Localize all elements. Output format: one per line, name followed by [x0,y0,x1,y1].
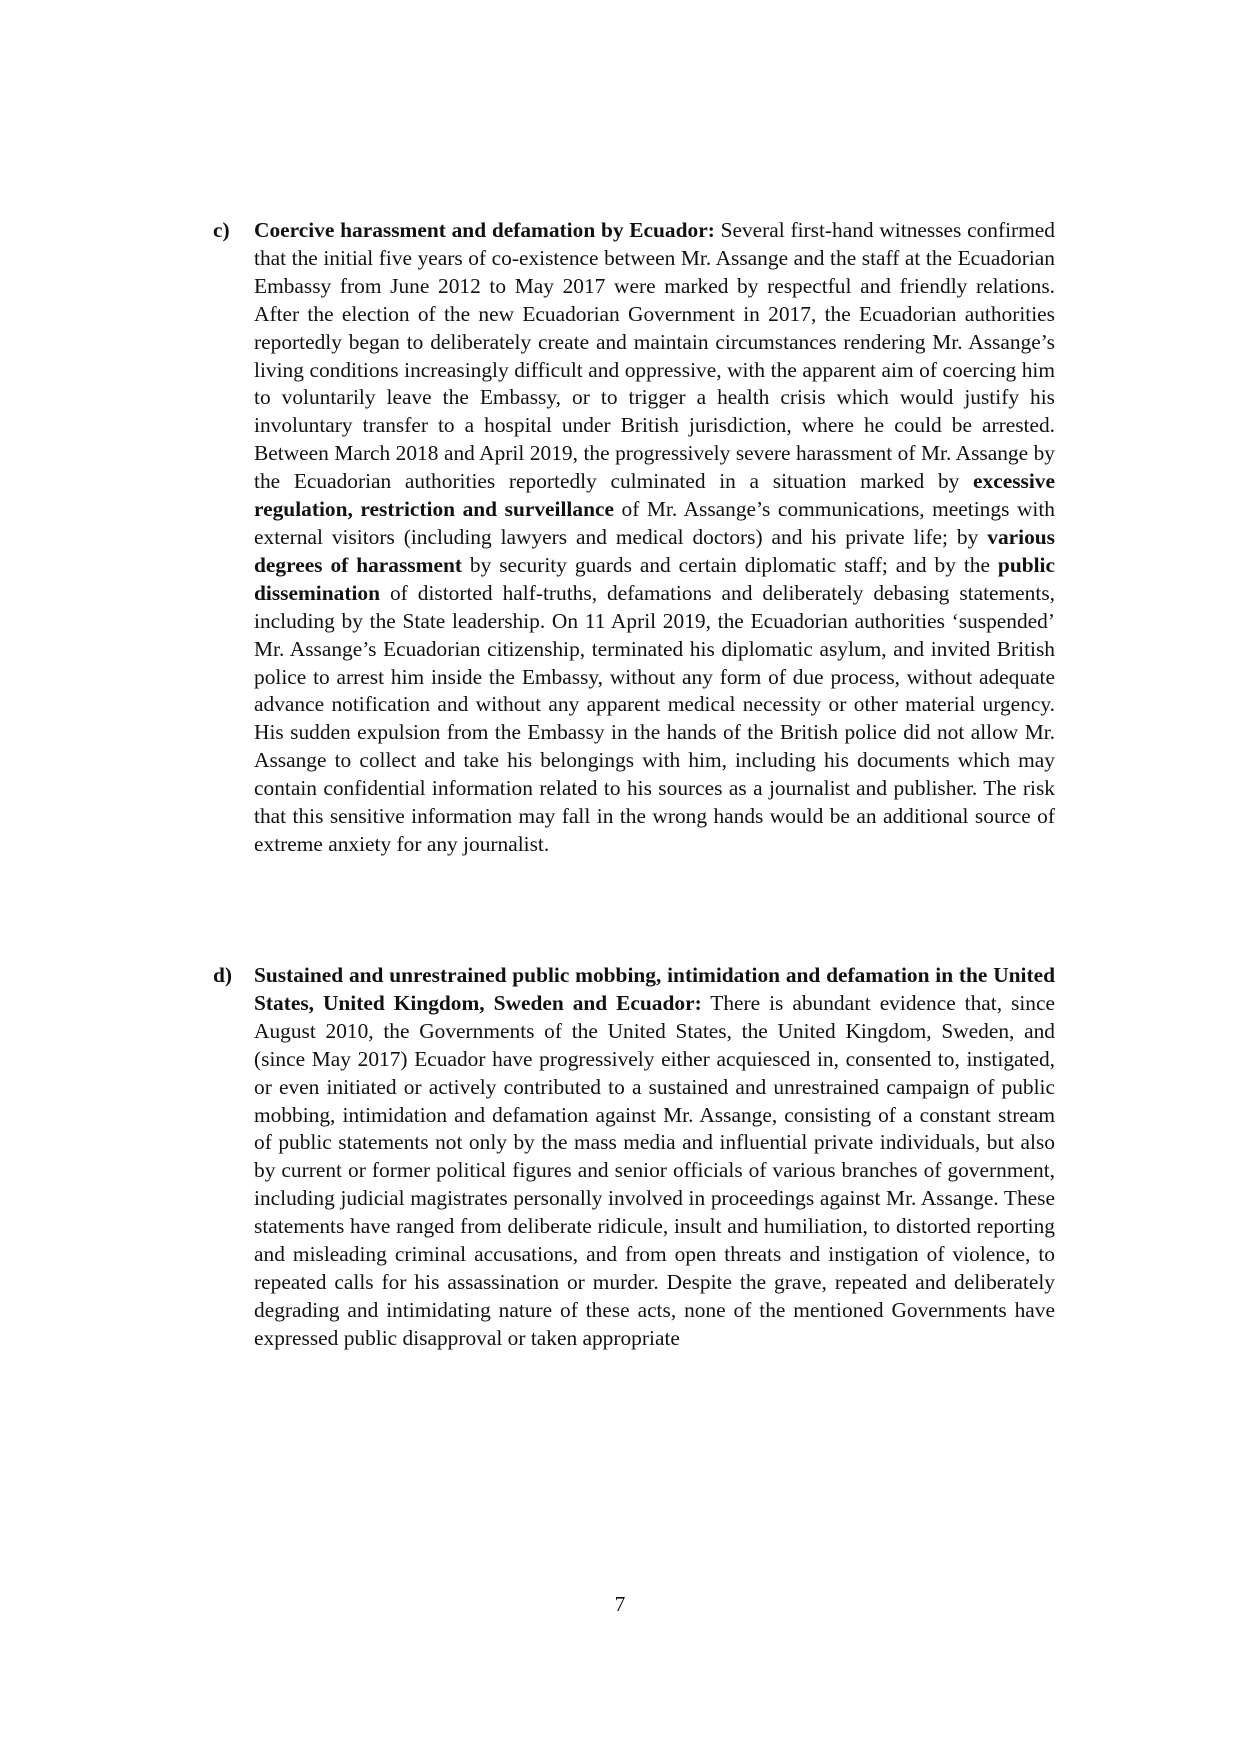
page-number: 7 [614,1592,626,1616]
body-text: of distorted half-truths, defamations and deliberately debasing statements, including by the State leadership. On 11 April 2019, the Ecuadorian authorities ‘suspended’ Mr. Assange’s Ecuadorian citizenship, terminated his diplomatic asylum, and invited British police to arrest him inside the Embassy, without any form of due process, without adequate advance notification and without any apparent medical necessity or other material urgency. His sudden expulsion from the Embassy in the hands of the British police did not allow Mr. Assange to collect and take his belongings with him, including his documents which may contain confidential information related to his sources as a journalist and publisher. The risk that this sensitive information may fall in the wrong hands would be an additional source of extreme anxiety for any journalist. [254,580,1055,856]
list-item-d [213,962,1055,1353]
body-text: by security guards and certain diplomatic staff; and by the [461,552,998,577]
list-item-c [213,217,1055,859]
body-text: Several first-hand witnesses confirmed that the initial five years of co-existence between Mr. Assange and the staff at the Ecuadorian Embassy from June 2012 to May 2017 were marked by respectful and friendly relations. After the election of the new Ecuadorian Government in 2017, the Ecuadorian authorities reportedly began to deliberately create and maintain circumstances rendering Mr. Assange’s living conditions increasingly difficult and oppressive, with the apparent aim of coercing him to voluntarily leave the Embassy, or to trigger a health crisis which would justify his involuntary transfer to a hospital under British jurisdiction, where he could be arrested. Between March 2018 and April 2019, the progressively severe harassment of Mr. Assange by the Ecuadorian authorities reportedly culminated in a situation marked by [254,218,1055,494]
body-text: There is abundant evidence that, since August 2010, the Governments of the United States, the United Kingdom, Sweden, and (since May 2017) Ecuador have progressively either acquiesced in, consented to, instigated, or even initiated or actively contributed to a sustained and unrestrained campaign of public mobbing, intimidation and defamation against Mr. Assange, consisting of a constant stream of public statements not only by the mass media and influential private individuals, but also by current or former political figures and senior officials of various branches of government, including judicial magistrates personally involved in proceedings against Mr. Assange. These statements have ranged from deliberate ridicule, insult and humiliation, to distorted reporting and misleading criminal accusations, and from open threats and instigation of violence, to repeated calls for his assassination or murder. Despite the grave, repeated and deliberately degrading and intimidating nature of these acts, none of the mentioned Governments have expressed public disapproval or taken appropriate [254,990,1055,1350]
list-item-body [254,962,1055,1353]
emphasis-text: excessive regulation, restriction and surveillance [254,469,1055,522]
list-item-body [254,217,1055,859]
list-marker: c) [213,218,230,242]
item-heading: Coercive harassment and defamation by Ecuador: [254,218,715,242]
list-marker: d) [213,963,233,987]
emphasis-text: public dissemination [254,552,1055,605]
emphasis-text: various degrees of harassment [254,524,1055,577]
body-text: of Mr. Assange’s communications, meetings with external visitors (including lawyers and medical doctors) and his private life; by [254,497,1055,549]
item-heading: Sustained and unrestrained public mobbing, intimidation and defamation in the United States, United Kingdom, Sweden and Ecuador: [254,963,1055,1015]
